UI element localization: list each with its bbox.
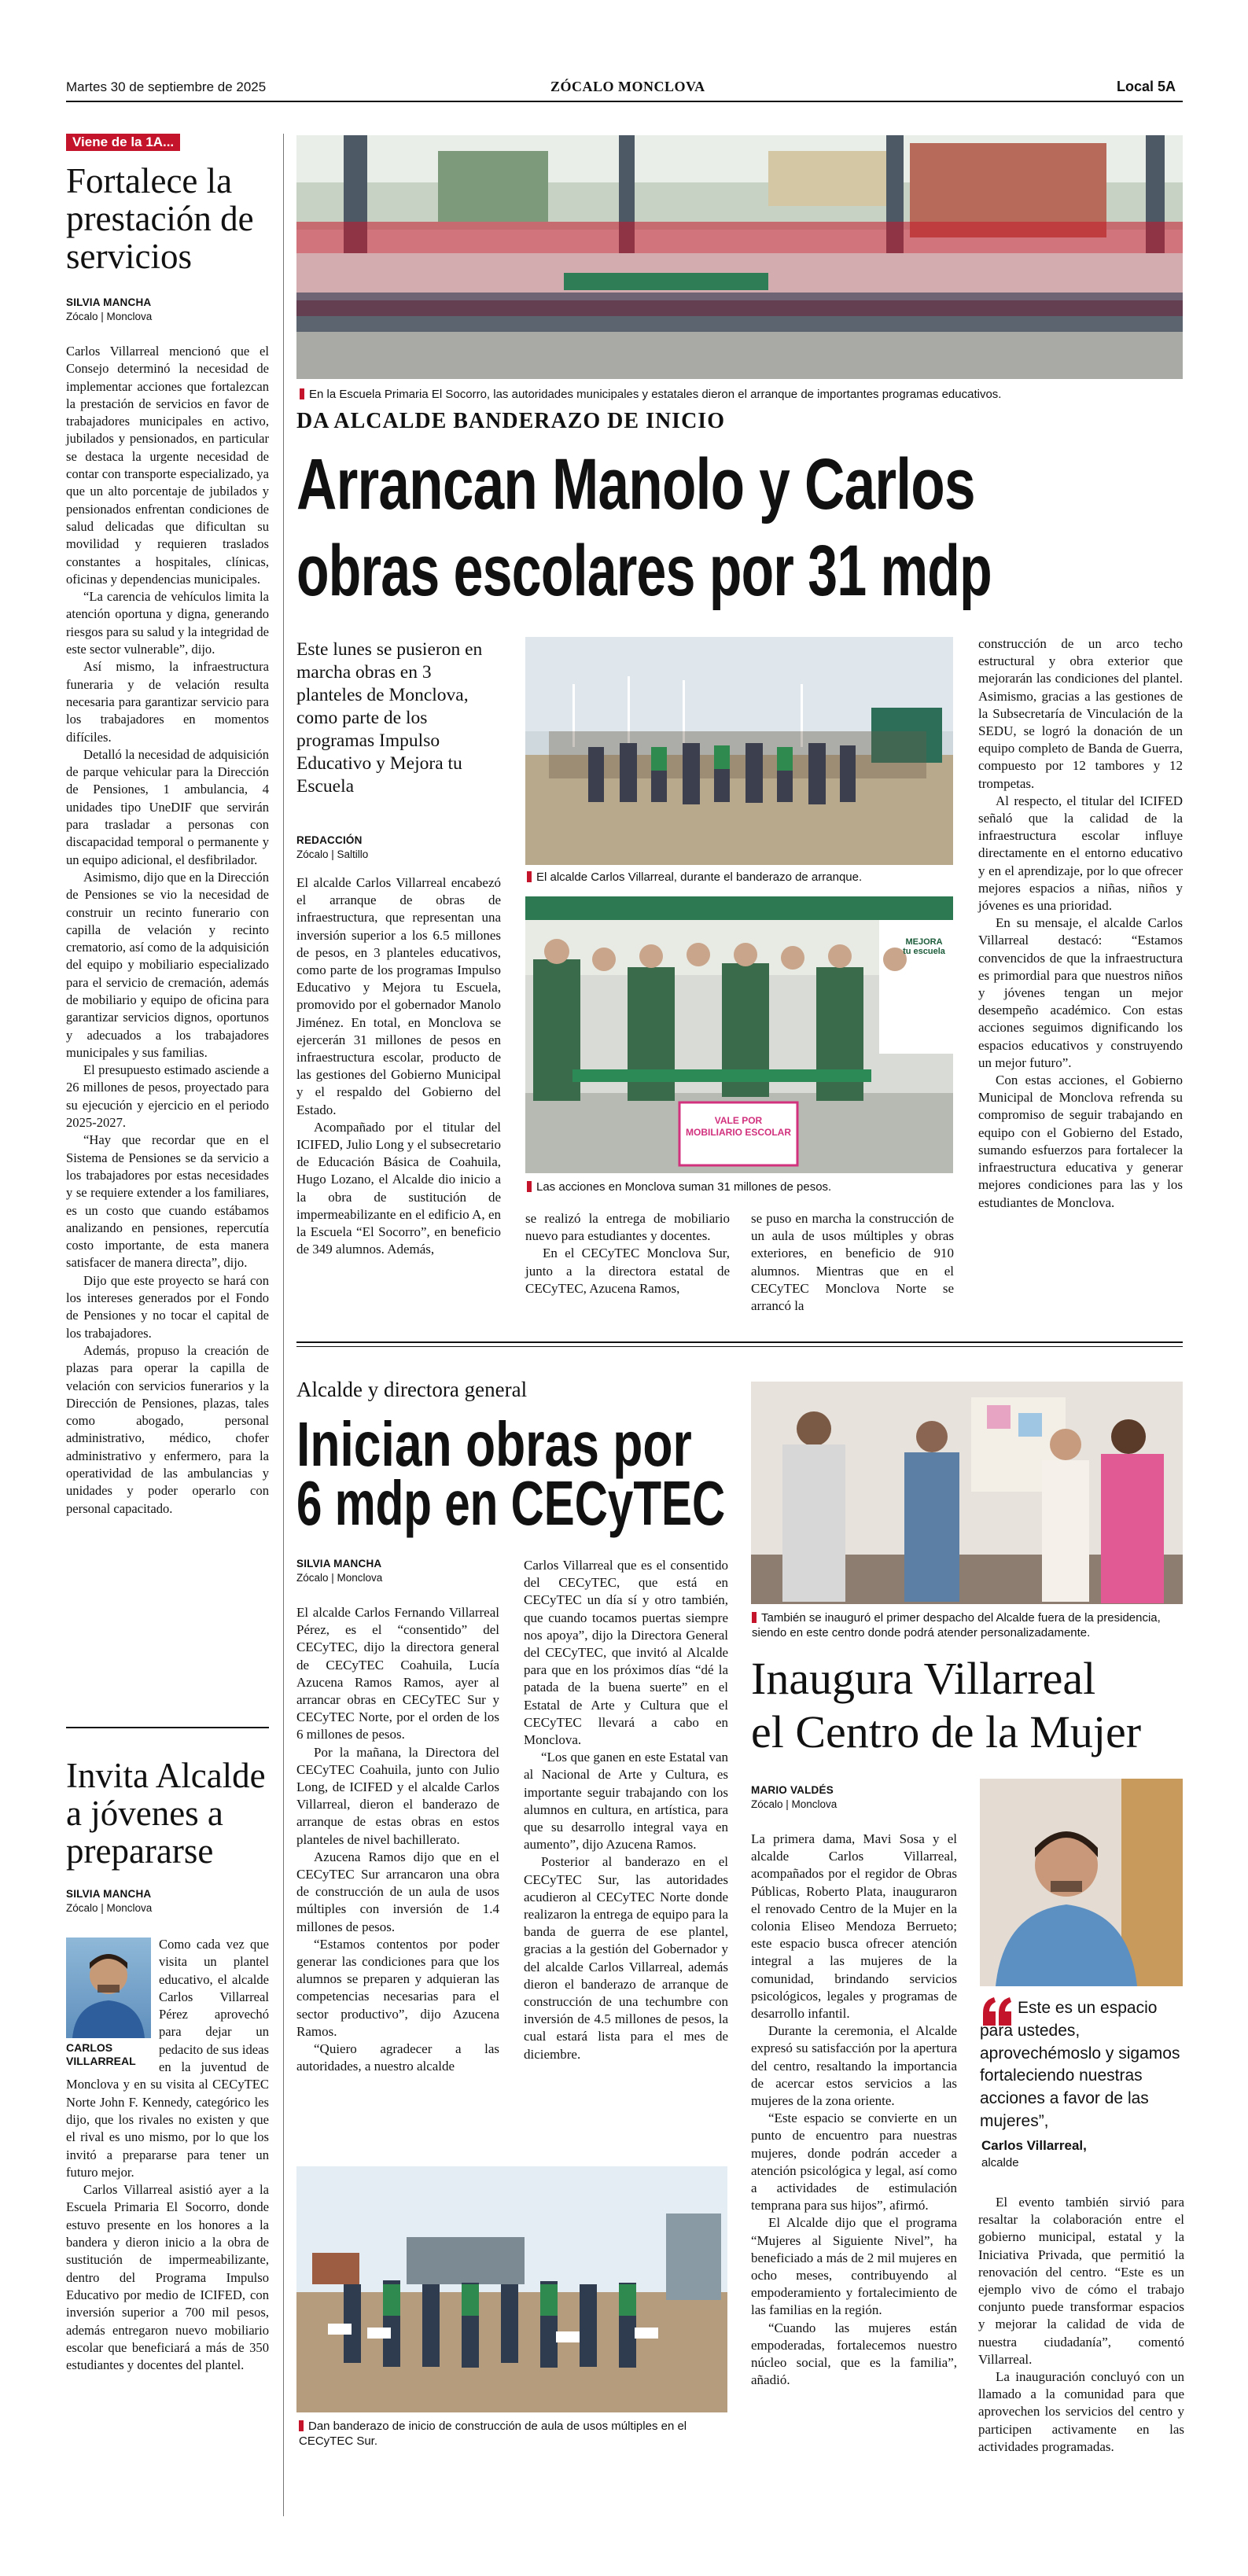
- left-para: “Hay que recordar que en el Sistema de Pensiones se da servicio a los trabajadores por estas necesidades y se requiere extender a los familiares, es un costo que cuando estábamos analizando en pensiones, repercutía costo importante, de esta manera satisfacer de manera directa”, dijo.: [66, 1132, 269, 1271]
- cecytec-byline: [296, 1557, 493, 1585]
- header-paper: ZÓCALO MONCLOVA: [550, 79, 705, 94]
- mid-caption-1: [527, 870, 952, 885]
- banner-text-1: MEJORA: [905, 937, 943, 947]
- mujer-para: El evento también sirvió para resaltar la colaboración entre el gobierno municipal, estatal y la Iniciativa Privada, que permitió la renovación del centro. “Este es un ejemplo vivo de cómo el trabajo conjunto puede transformar espacios y mejorar la calidad de vida de nuestra ciudadanía”, comentó Villarreal.: [978, 2195, 1184, 2367]
- left-source: Zócalo | Monclova: [66, 311, 153, 322]
- mujer-headline-1: Inaugura Villarreal: [751, 1653, 1096, 1704]
- mujer-portrait-scene: [980, 1779, 1183, 1986]
- mujer-para: “Cuando las mujeres están empoderadas, fortalecemos nuestro núcleo social, que es la familia”, añadió.: [751, 2320, 957, 2388]
- story-divider-thin: [296, 1346, 1183, 1347]
- invita-body: [66, 1936, 269, 2374]
- cecytec-col-2: [524, 1557, 728, 2063]
- left-para: Asimismo, dijo que en la Dirección de Pensiones se vio la necesidad de construir un recinto funerario con capilla de velación y recinto crematorio, así como de la adquisición del equipo y mobiliario especializado para el servicio de cremación, además de mobiliario y equipo de oficina para garantizar servicios dignos, oportunos y adecuados a los trabajadores municipales y sus familias.: [66, 869, 269, 1060]
- cecytec-col-1: [296, 1604, 499, 2075]
- mujer-col-2: [978, 2194, 1184, 2456]
- cecytec-para: Por la mañana, la Directora del CECyTEC Coahuila, junto con Julio Long, de ICIFED y el alcalde Carlos Villarreal, dieron el banderazo de arranque de estas obras en estos planteles de nivel bachillerato.: [296, 1744, 499, 1847]
- mujer-para: Durante la ceremonia, el Alcalde expresó su satisfacción por la apertura del centro, resaltando la importancia de acercar estos servicios a las mujeres de la zona oriente.: [751, 2023, 957, 2109]
- cecytec-para: Azucena Ramos dijo que en el CECyTEC Sur arrancaron una obra de construcción de un aula de usos múltiples con inversión de 1.4 millones de pesos.: [296, 1849, 499, 1934]
- caption-marker: [527, 871, 532, 882]
- mujer-para: La inauguración concluyó con un llamado a la comunidad para que aprovechen los servicios del centro y participen activamente en las actividades programadas.: [978, 2369, 1184, 2454]
- main-para: Al respecto, el titular del ICIFED señaló que la calidad de la infraestructura escolar influye directamente en el entorno educativo y en el aprendizaje, por lo que ofrecer mejores espacios a niñas, niños y jóvenes es una prioridad.: [978, 793, 1183, 914]
- left-author: SILVIA MANCHA: [66, 296, 152, 308]
- mid-caption-2: [527, 1179, 952, 1194]
- mujer-portrait: [980, 1779, 1183, 1986]
- main-headline-1: Arrancan Manolo y Carlos: [296, 444, 975, 524]
- mujer-byline: [751, 1783, 948, 1812]
- invita-photo-label: CARLOS VILLARREAL: [66, 2041, 136, 2067]
- top-caption: [300, 387, 1180, 402]
- invita-byline: [66, 1887, 269, 1915]
- left-para: Detalló la necesidad de adquisición de parque vehicular para la Dirección de Pensiones, 1 ambulancia, 4 unidades tipo UneDIF que servirán para trasladar a personas con discapacidad temporal o permanente y un equipo adicional, el desfibrilador.: [66, 746, 269, 867]
- main-para: se realizó la entrega de mobiliario nuevo para estudiantes y docentes.: [525, 1211, 730, 1244]
- main-col-2: [525, 1210, 730, 1297]
- main-kicker: DA ALCALDE BANDERAZO DE INICIO: [296, 409, 725, 433]
- cecytec-headline-1: Inician obras por: [296, 1409, 692, 1479]
- top-photo: [296, 135, 1183, 379]
- mujer-para: La primera dama, Mavi Sosa y el alcalde Carlos Villarreal, acompañados por el regidor de Obras Públicas, Roberto Plata, inauguraron el renovado Centro de la Mujer en la colonia Eliseo Mendoza Berrueto; este espacio busca ofrecer atención integral a las mujeres de la comunidad, brindando servicios psicológicos, legales y programas de desarrollo infantil.: [751, 1831, 957, 2022]
- cecytec-photo-scene: [296, 2166, 727, 2412]
- cecytec-photo: [296, 2166, 727, 2412]
- header-section: Local 5A: [1117, 79, 1176, 94]
- main-para: construcción de un arco techo estructural y obra exterior que mejorarán las condiciones del plantel. Asimismo, gracias a las gestiones de la Subsecretaría de Vinculación de la SEDU, se logró la donación de un equipo completo de Banda de Guerra, compuesto por 12 tambores y 12 trompetas.: [978, 636, 1183, 791]
- left-para: Dijo que este proyecto se hará con los intereses generados por el Fondo de Pensiones y no tocar el capital de los trabajadores.: [66, 1272, 269, 1341]
- banner-text-2: tu escuela: [903, 947, 945, 956]
- cecytec-source: Zócalo | Monclova: [296, 1572, 383, 1584]
- invita-para: Carlos Villarreal asistió ayer a la Escuela Primaria El Socorro, donde estuvo presente en los honores a la bandera y dieron inicio a la obra de sustitución de impermeabilizante, dentro del Programa Impulso Educativo por medio de ICIFED, con inversión superior a 700 mil pesos, además entregaron nuevo mobiliario escolar que beneficiará a más de 350 estudiantes y docentes del plantel.: [66, 2182, 269, 2373]
- mujer-headline-2: el Centro de la Mujer: [751, 1706, 1142, 1757]
- mujer-source: Zócalo | Monclova: [751, 1798, 838, 1810]
- pull-quote-text: Este es un espacio para ustedes, aprovechémoslo y sigamos fortaleciendo nuestras acciones a favor de las mujeres”,: [980, 1999, 1180, 2130]
- cecytec-kicker: Alcalde y directora general: [296, 1378, 528, 1401]
- header-date: Martes 30 de septiembre de 2025: [66, 79, 267, 94]
- cecytec-para: El alcalde Carlos Fernando Villarreal Pérez, es el “consentido” del CECyTEC, dijo la directora general de CECyTEC Coahuila, Lucía Azucena Ramos Ramos, ayer al arrancar obras en CECyTEC Sur y CECyTEC Norte, por el orden de los 6 millones de pesos.: [296, 1605, 499, 1742]
- cecytec-caption: [299, 2419, 727, 2449]
- left-para: El presupuesto estimado asciende a 26 millones de pesos, proyectado para su ejecución y ejercicio en el periodo 2025-2027.: [66, 1062, 269, 1131]
- cecytec-para: “Estamos contentos por poder generar las condiciones para que los alumnos se preparen y adquieran las competencias necesarias para el sector productivo”, dijo Azucena Ramos.: [296, 1936, 499, 2039]
- left-body: [66, 343, 269, 1518]
- portrait-figure: [66, 1938, 151, 2038]
- main-col-4: [978, 635, 1183, 1212]
- invita-photo-box: [66, 1938, 151, 2070]
- mujer-para: “Este espacio se convierte en un punto de encuentro para nuestras mujeres, donde podrán acceder a atención psicológica y legal, así como a actividades de estimulación temprana para sus hijos”, afirmó.: [751, 2110, 957, 2214]
- cecytec-caption-text: Dan banderazo de inicio de construcción de aula de usos múltiples en el CECyTEC Sur.: [299, 2420, 687, 2448]
- cecytec-headline-2: 6 mdp en CECyTEC: [296, 1468, 726, 1538]
- main-deck: Este lunes se pusieron en marcha obras en 3 planteles de Monclova, como parte de los programas Impulso Educativo y Mejora tu Escuela: [296, 639, 483, 797]
- main-col-1: [296, 874, 501, 1258]
- top-caption-text: En la Escuela Primaria El Socorro, las autoridades municipales y estatales dieron el arranque de importantes programas educativos.: [309, 388, 1002, 401]
- invita-author: SILVIA MANCHA: [66, 1888, 152, 1900]
- mujer-para: El Alcalde dijo que el programa “Mujeres al Siguiente Nivel”, ha beneficiado a más de 2 mil mujeres en ocho meses, contribuyendo al empoderamiento y fortalecimiento de las familias en la región.: [751, 2215, 957, 2318]
- main-headline-2: obras escolares por 31 mdp: [296, 531, 992, 611]
- mid-photo-1: [525, 637, 953, 865]
- main-source: Zócalo | Saltillo: [296, 848, 369, 860]
- mid-caption-1-text: El alcalde Carlos Villarreal, durante el banderazo de arranque.: [536, 870, 863, 884]
- quote-role: alcalde: [981, 2156, 1019, 2169]
- banner-mejora: [898, 937, 950, 956]
- story-divider: [296, 1341, 1183, 1343]
- main-para: se puso en marcha la construcción de un aula de usos múltiples y obras exteriores, en beneficio de 910 alumnos. Mientras que en el CECyTEC Monclova Norte se arrancó la: [751, 1211, 954, 1314]
- cecytec-para: Posterior al banderazo en el CECyTEC Sur, las autoridades acudieron al CECyTEC Norte donde realizaron la entrega de equipo para la banda de guerra de ese plantel, gracias a la gestión del Gobernador y del alcalde Carlos Villarreal, además dieron el banderazo de arranque de construcción de una techumbre con inversión de 4.5 millones de pesos, la cual estará lista para el mes de diciembre.: [524, 1854, 728, 2062]
- invita-headline: Invita Alcalde a jóvenes a prepararse: [66, 1756, 266, 1871]
- cecytec-para: “Quiero agradecer a las autoridades, a nuestro alcalde: [296, 2041, 499, 2074]
- left-para: “La carencia de vehículos limita la atención oportuna y digna, generando riesgos para su salud y la integridad de este sector vulnerable”, dijo.: [66, 589, 269, 657]
- cecytec-author: SILVIA MANCHA: [296, 1558, 382, 1570]
- mujer-photo-scene: [751, 1382, 1183, 1604]
- invita-source: Zócalo | Monclova: [66, 1902, 153, 1914]
- header-rule: [66, 101, 1183, 102]
- left-para: Además, propuso la creación de plazas para operar la capilla de velación con servicios funerarios y la Dirección de Pensiones, plazas, tales como abogado, personal administrativo, médico, chofer administrativo y enfermero, para la operatividad de las ambulancias y unidades y poder operarlo con personal capacitado.: [66, 1342, 269, 1516]
- column-rule: [283, 134, 284, 2516]
- main-para: Acompañado por el titular del ICIFED, Julio Long y el subsecretario de Educación Básica de Coahuila, Hugo Lozano, el Alcalde dio inicio a la obra de sustitución de impermeabilizante en el edificio A, en la Escuela “El Socorro”, en beneficio de 349 alumnos. Además,: [296, 1119, 501, 1257]
- main-byline: [296, 834, 493, 862]
- mujer-caption-text: También se inauguró el primer despacho del Alcalde fuera de la presidencia, siendo en este centro donde podrá atender personalizadamente.: [752, 1611, 1161, 1639]
- left-para: Carlos Villarreal mencionó que el Consejo determinó la necesidad de implementar acciones que fortalezcan la prestación de servicios en favor de trabajadores municipales en activo, jubilados y pensionados, en particular se destaca la urgente necesidad de contar con transporte especializado, ya que un alto porcentaje de jubilados y pensionados enfrentan condiciones de salud delicadas que dificultan su movilidad y requieren traslados constantes a hospitales, clínicas, oficinas y dependencias municipales.: [66, 344, 269, 587]
- main-para: Con estas acciones, el Gobierno Municipal de Monclova refrenda su compromiso de seguir trabajando en equipo con el Gobierno del Estado, sumando esfuerzos para fortalecer la infraestructura educativa y generar mejores condiciones para las y los estudiantes de Monclova.: [978, 1073, 1183, 1210]
- mujer-photo: [751, 1382, 1183, 1604]
- main-para: En su mensaje, el alcalde Carlos Villarreal destacó: “Estamos convencidos de que la infraestructura es primordial para que nuestros niños y jóvenes tengan un mejor desempeño académico. Con estas acciones seguimos dignificando los espacios educativos y construyendo un mejor futuro”.: [978, 915, 1183, 1070]
- invita-para: Como cada vez que visita un plantel educativo, el alcalde Carlos Villarreal Pérez aprovechó para dejar un pedacito de sus ideas en la juventud de Monclova y en su visita al CECyTEC Norte John F. Kennedy, categórico les dijo, que los rivales no existen y que el rival es uno mismo, por lo que los invitó a prepararse para tener un futuro mejor.: [66, 1937, 269, 2180]
- cecytec-para: “Los que ganen en este Estatal van al Nacional de Arte y Cultura, es importante seguir trabajando con los alumnos en cultura, en artística, para que su desarrollo integral vaya en aumento”, dijo Azucena Ramos.: [524, 1750, 728, 1853]
- quote-author: Carlos Villarreal,: [981, 2138, 1087, 2153]
- caption-marker: [527, 1181, 532, 1192]
- mid-photo-1-scene: [525, 637, 953, 865]
- left-headline: Fortalece la prestación de servicios: [66, 161, 254, 276]
- vale-card: VALE POR MOBILIARIO ESCOLAR: [686, 1115, 791, 1138]
- cecytec-para: Carlos Villarreal que es el consentido del CECyTEC, que está en CECyTEC un día sí y otro también, que cuando tocamos puertas siempre nos apoya”, dijo la Directora General del CECyTEC, que invitó al Alcalde para que en los próximos días “dé la patada de la buena suerte” en el Estatal de Arte y Cultura que el CECyTEC llevará a cabo en Monclova.: [524, 1558, 728, 1748]
- main-col-3: [751, 1210, 954, 1315]
- invita-portrait: [66, 1938, 151, 2038]
- continued-tag: Viene de la 1A...: [66, 134, 180, 151]
- top-photo-scene: [296, 135, 1183, 379]
- mujer-author: MARIO VALDÉS: [751, 1784, 834, 1796]
- caption-marker: [752, 1612, 757, 1623]
- left-byline: [66, 296, 271, 324]
- left-para: Así mismo, la infraestructura funeraria y de velación resulta necesaria para garantizar servicio para los trabajadores en momentos difíciles.: [66, 659, 269, 745]
- pull-quote: [980, 1997, 1186, 2133]
- mujer-col-1: [751, 1831, 957, 2390]
- mujer-photo-caption: [752, 1610, 1183, 1640]
- caption-marker: [300, 388, 304, 399]
- caption-marker: [299, 2420, 304, 2431]
- mid-caption-2-text: Las acciones en Monclova suman 31 millones de pesos.: [536, 1180, 832, 1194]
- main-author: REDACCIÓN: [296, 834, 363, 846]
- main-para: En el CECyTEC Monclova Sur, junto a la directora estatal de CECyTEC, Azucena Ramos,: [525, 1246, 730, 1296]
- main-para: El alcalde Carlos Villarreal encabezó el arranque de obras de infraestructura, que representan una inversión superior a los 6.5 millones de pesos, en 3 planteles educativos, como parte de los programas Impulso Educativo y Mejora tu Escuela, promovido por el gobernador Manolo Jiménez. En total, en Monclova se ejercerán 31 millones de pesos en infraestructura escolar, producto de las gestiones del Gobierno Municipal y el respaldo del Gobierno del Estado.: [296, 875, 501, 1117]
- mid-photo-2: [525, 896, 953, 1173]
- left-divider: [66, 1727, 269, 1728]
